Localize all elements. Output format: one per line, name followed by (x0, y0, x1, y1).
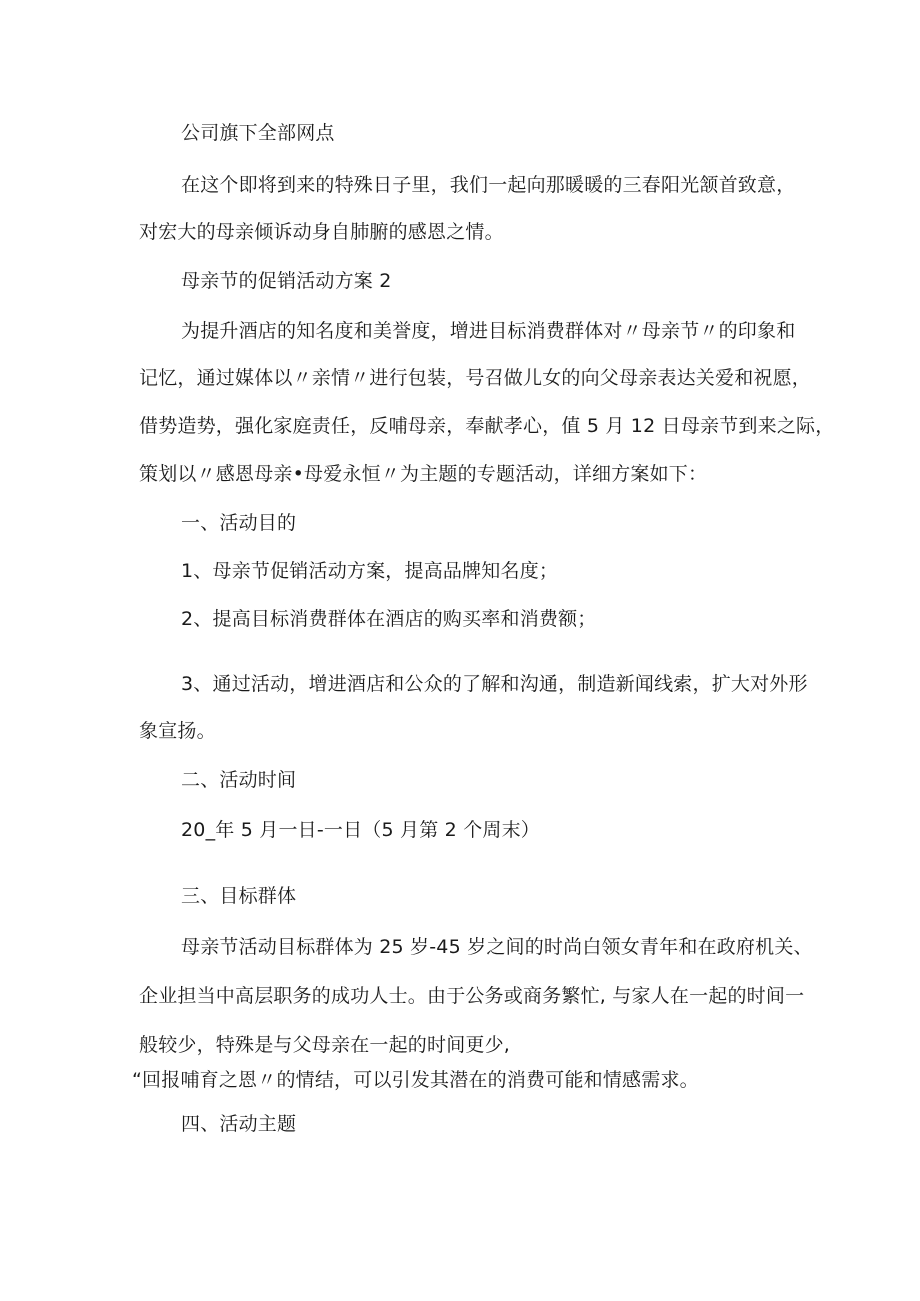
list-item: 3、通过活动，增进酒店和公众的了解和沟通，制造新闻线索，扩大对外形 (181, 673, 808, 695)
paragraph-line: 般较少，特殊是与父母亲在一起的时间更少, (139, 1034, 511, 1056)
paragraph-line: 20_年 5 月一日-一日（5 月第 2 个周末） (181, 819, 540, 841)
section-heading: 一、活动目的 (181, 512, 297, 534)
paragraph-line: 借势造势，强化家庭责任，反哺母亲，奉献孝心，值 5 月 12 日母亲节到来之际， (139, 415, 835, 437)
list-item: 2、提高目标消费群体在酒店的购买率和消费额； (181, 608, 597, 630)
section-heading: 三、目标群体 (181, 885, 297, 907)
paragraph-line: 记忆，通过媒体以〃亲情〃进行包装，号召做儿女的向父母亲表达关爱和祝愿， (139, 367, 812, 389)
paragraph-line: “回报哺育之恩〃的情结，可以引发其潜在的消费可能和情感需求。 (132, 1069, 699, 1091)
paragraph-line: 对宏大的母亲倾诉动身自肺腑的感恩之情。 (139, 221, 504, 243)
paragraph-line: 公司旗下全部网点 (181, 122, 335, 144)
list-item: 1、母亲节促销活动方案，提高品牌知名度； (181, 560, 559, 582)
paragraph-line: 企业担当中高层职务的成功人士。由于公务或商务繁忙, 与家人在一起的时间一 (139, 985, 805, 1007)
paragraph-line: 象宣扬。 (139, 720, 216, 742)
paragraph-line: 母亲节活动目标群体为 25 岁-45 岁之间的时尚白领女青年和在政府机关、 (181, 936, 813, 958)
paragraph-line: 策划以〃感恩母亲•母爱永恒〃为主题的专题活动，详细方案如下： (139, 463, 708, 485)
paragraph-line: 为提升酒店的知名度和美誉度，增进目标消费群体对〃母亲节〃的印象和 (181, 320, 796, 342)
section-heading: 二、活动时间 (181, 769, 297, 791)
paragraph-line: 在这个即将到来的特殊日子里，我们一起向那暖暖的三春阳光颔首致意， (181, 174, 796, 196)
section-heading: 母亲节的促销活动方案 2 (181, 270, 392, 292)
section-heading: 四、活动主题 (181, 1113, 297, 1135)
